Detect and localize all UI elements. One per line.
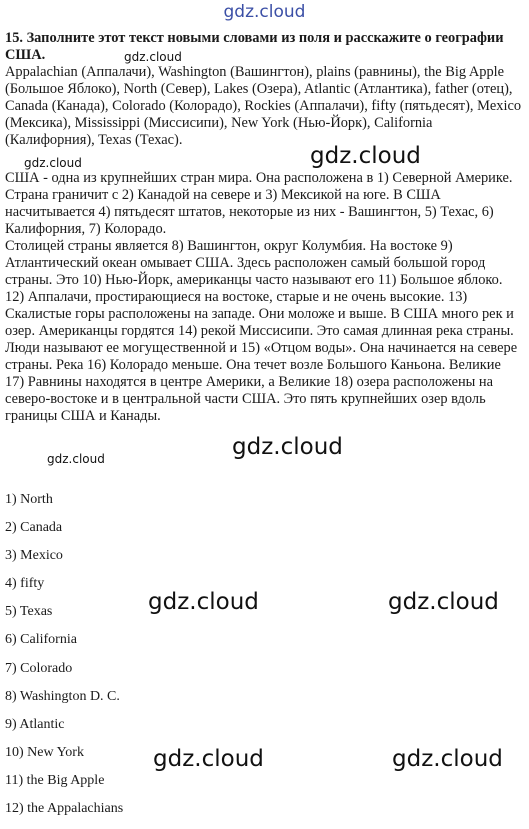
list-item: 12) the Appalachians	[5, 801, 124, 817]
word-bank: Appalachian (Аппалачи), Washington (Вашингтон), plains (равнины), the Big Apple (Большое Яблоко), North (Север), Lakes (Озера), Atlantic (Атлантика), father (отец), Canada (Канада), Colorado (Колорадо), Rockies (Аппалачи), fifty (пятьдесят), Mexico (Мексика), Mississippi (Миссисипи), New York (Нью-Йорк), California (Калифорния), Texas (Техас).	[5, 64, 522, 148]
text-paragraph: Столицей страны является 8) Вашингтон, округ Колумбия. На востоке 9) Атлантический океан омывает США. Здесь расположен самый большой город страны. Это 10) Нью-Йорк, американцы часто называют его 11) Большое яблоко. 12) Аппалачи, простирающиеся на востоке, старые и не очень высокие. 13) Скалистые горы расположены на западе. Они моложе и выше. В США много рек и озер. Американцы гордятся 14) рекой Миссисипи. Это самая длинная река страны. Люди называют ее могущественной и 15) «Отцом воды». Она начинается на севере страны. Река 16) Колорадо меньше. Она течет возле Большого Каньона. Великие 17) Равнины находятся в центре Америки, а Великие 18) озера расположены на северо-востоке и в центральной части США. Это пять крупнейших озер вдоль границы США и Канады.	[5, 238, 518, 424]
watermark: gdz.cloud	[232, 434, 343, 460]
list-item: 10) New York	[5, 744, 84, 760]
list-item: 2) Canada	[5, 520, 63, 536]
watermark: gdz.cloud	[392, 746, 503, 772]
watermark: gdz.cloud	[310, 143, 421, 169]
list-item: 1) North	[5, 492, 53, 507]
list-item: 4) fifty	[5, 576, 45, 592]
watermark: gdz.cloud	[124, 50, 182, 64]
list-item: 3) Mexico	[5, 548, 63, 564]
list-item: 8) Washington D. C.	[5, 688, 120, 704]
list-item: 7) Colorado	[5, 660, 73, 676]
list-item: 6) California	[5, 632, 77, 648]
watermark: gdz.cloud	[148, 589, 259, 615]
watermark: gdz.cloud	[388, 589, 499, 615]
answer-list	[5, 490, 123, 827]
watermark: gdz.cloud	[24, 156, 82, 170]
watermark: gdz.cloud	[47, 452, 105, 466]
answer-text	[5, 170, 523, 425]
list-item: 9) Atlantic	[5, 716, 65, 732]
text-paragraph: США - одна из крупнейших стран мира. Она расположена в 1) Северной Америке. Страна граничит с 2) Канадой на севере и 3) Мексикой на юге. В США насчитывается 4) пятьдесят штатов, некоторые из них - Вашингтон, 5) Техас, 6) Калифорния, 7) Колорадо.	[5, 170, 513, 237]
task-heading: 15. Заполните этот текст новыми словами из поля и расскажите о географии США.	[5, 30, 504, 63]
task-block	[5, 30, 523, 149]
list-item: 11) the Big Apple	[5, 772, 105, 788]
list-item: 5) Texas	[5, 604, 53, 620]
watermark: gdz.cloud	[153, 746, 264, 772]
watermark-top: gdz.cloud	[223, 2, 306, 22]
